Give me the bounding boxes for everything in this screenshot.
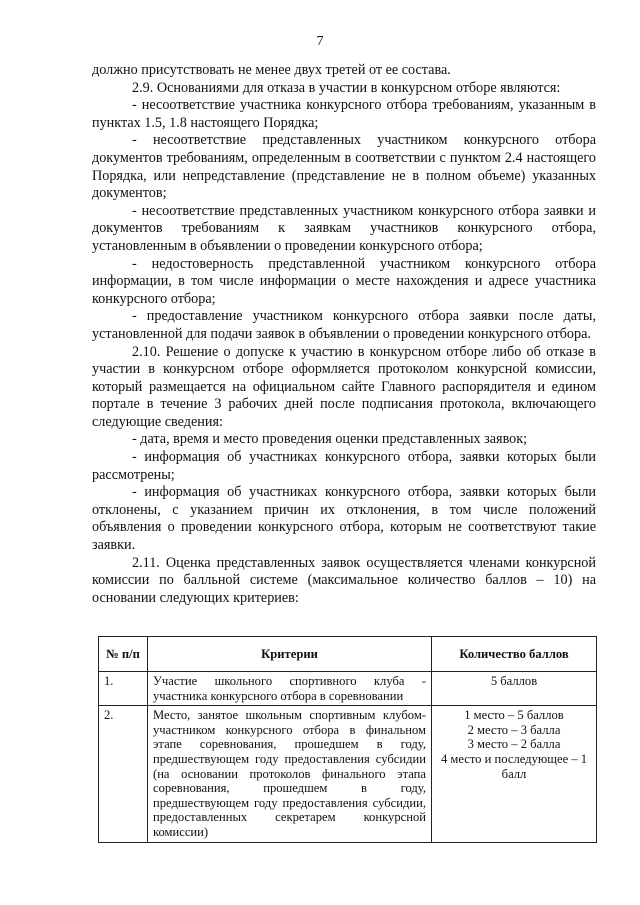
row-number: 1. bbox=[99, 672, 148, 706]
paragraph: должно присутствовать не менее двух третей от ее состава. bbox=[92, 62, 451, 78]
list-item: - информация об участниках конкурсного отбора, заявки которых были отклонены, с указанием причин их отклонения, в том числе положений объявления о проведении конкурсного отбора, которым не соответствуют такие заявки. bbox=[92, 484, 596, 554]
list-item: - несоответствие представленных участником конкурсного отбора документов требованиям, определенным в соответствии с пунктом 2.4 настоящего Порядка, или непредставление (представление не в полном объеме) указанных документов; bbox=[92, 132, 596, 202]
document-body bbox=[92, 62, 596, 607]
points-line: 2 место – 3 балла bbox=[467, 722, 561, 737]
list-item: - несоответствие представленных участником конкурсного отбора заявки и документов требованиям к заявкам участников конкурсного отбора, установленным в объявлении о проведении конкурсного отбора; bbox=[92, 202, 596, 254]
list-item: - предоставление участником конкурсного отбора заявки после даты, установленной для подачи заявок в объявлении о проведении конкурсного отбора. bbox=[92, 308, 596, 342]
points-line: 3 место – 2 балла bbox=[467, 737, 561, 752]
row-number: 2. bbox=[99, 706, 148, 842]
header-criteria: Критерии bbox=[148, 637, 432, 672]
section-2-10: 2.10. Решение о допуске к участию в конкурсном отборе либо об отказе в участии в конкурсном отборе оформляется протоколом конкурсной комиссии, который размещается на официальном сайте Главного распорядителя и едином портале в течение 3 рабочих дней после подписания протокола, включающего следующие сведения: bbox=[92, 343, 596, 430]
page-number: 7 bbox=[316, 34, 324, 49]
points-line: 4 место и последующее – 1 балл bbox=[440, 751, 588, 781]
section-2-11: 2.11. Оценка представленных заявок осуществляется членами конкурсной комиссии по балльной системе (максимальное количество баллов – 10) на основании следующих критериев: bbox=[92, 554, 596, 606]
points-line: 1 место – 5 баллов bbox=[464, 708, 564, 723]
list-item: - несоответствие участника конкурсного отбора требованиям, указанным в пунктах 1.5, 1.8 настоящего Порядка; bbox=[92, 97, 596, 131]
row-criterion: Участие школьного спортивного клуба - участника конкурсного отбора в соревновании bbox=[148, 672, 432, 706]
list-item: - информация об участниках конкурсного отбора, заявки которых были рассмотрены; bbox=[92, 449, 596, 483]
row-points bbox=[432, 706, 597, 842]
list-item: - дата, время и место проведения оценки представленных заявок; bbox=[132, 431, 528, 448]
table-row bbox=[99, 706, 597, 842]
section-2-9-heading: 2.9. Основаниями для отказа в участии в конкурсном отборе являются: bbox=[132, 79, 561, 96]
header-number: № п/п bbox=[99, 637, 148, 672]
list-item: - недостоверность представленной участником конкурсного отбора информации, в том числе информации о месте нахождения и адресе участника конкурсного отбора; bbox=[92, 255, 596, 307]
table-row bbox=[99, 672, 597, 706]
table-header-row bbox=[99, 637, 597, 672]
criteria-table bbox=[98, 636, 597, 843]
header-points: Количество баллов bbox=[432, 637, 597, 672]
row-points bbox=[432, 672, 597, 706]
row-criterion: Место, занятое школьным спортивным клубом-участником конкурсного отбора в финальном этапе соревнования, прошедшем в году, предшествующем году предоставления субсидии (на основании протоколов финального этапа соревнования, прошедшем в году, предшествующем году предоставления субсидии, предоставленных секретарем конкурсной комиссии) bbox=[148, 706, 432, 842]
points-line: 5 баллов bbox=[490, 674, 538, 688]
